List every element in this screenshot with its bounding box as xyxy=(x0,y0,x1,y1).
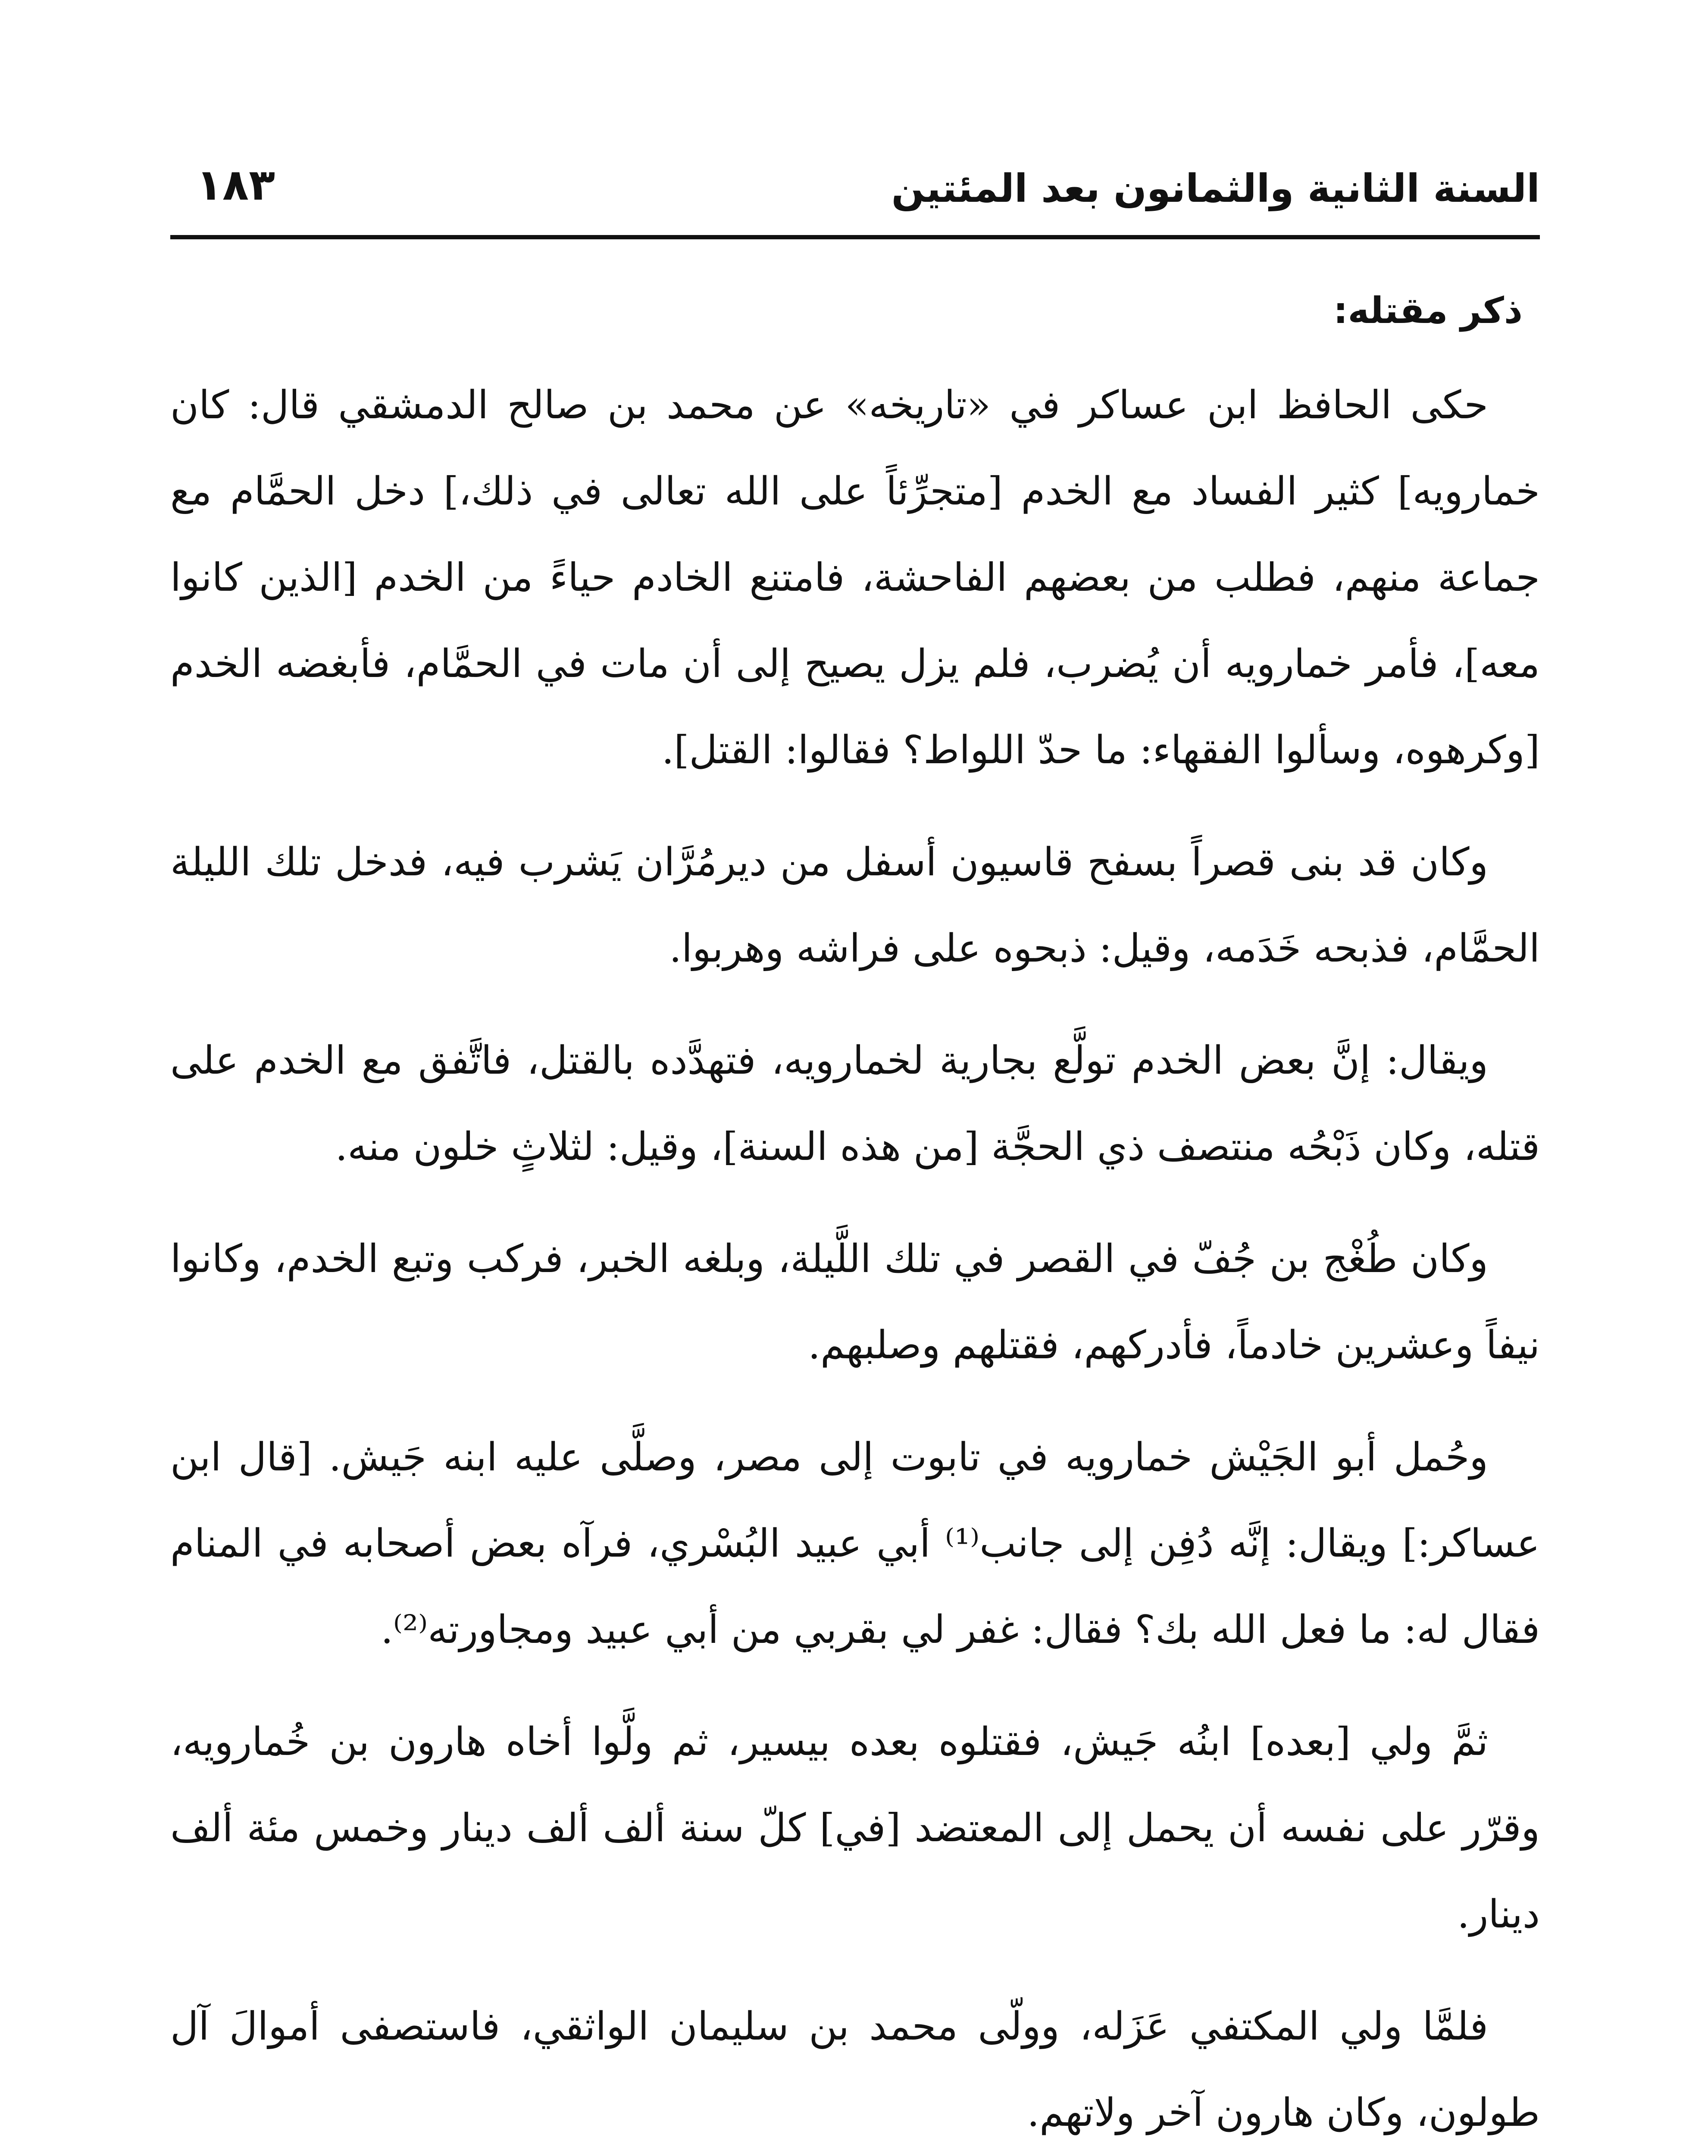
paragraph: ويقال: إنَّ بعض الخدم تولَّع بجارية لخمارويه، فتهدَّده بالقتل، فاتَّفق مع الخدم على قتله، وكان ذَبْحُه منتصف ذي الحجَّة [من هذه السنة]، وقيل: لثلاثٍ خلون منه. xyxy=(170,1038,1540,1169)
page-header xyxy=(170,149,1540,226)
paragraph: وكان طُغْج بن جُفّ في القصر في تلك اللَّيلة، وبلغه الخبر، فركب وتبع الخدم، وكانوا نيفاً وعشرين خادماً، فأدركهم، فقتلهم وصلبهم. xyxy=(170,1236,1540,1368)
main-text xyxy=(170,276,1540,2156)
running-title: السنة الثانية والثمانون بعد المئتين xyxy=(891,166,1540,211)
page-number: ١٨٣ xyxy=(196,160,275,210)
paragraph: ثمَّ ولي [بعده] ابنُه جَيش، فقتلوه بعده بيسير، ثم ولَّوا أخاه هارون بن خُمارويه، وقرّر على نفسه أن يحمل إلى المعتضد [في] كلّ سنة ألف ألف دينار وخمس مئة ألف دينار. xyxy=(170,1719,1540,1937)
header-rule xyxy=(170,235,1540,239)
paragraph: وحُمل أبو الجَيْش خمارويه في تابوت إلى مصر، وصلَّى عليه ابنه جَيش. [قال ابن عساكر:] ويقال: إنَّه دُفِن إلى جانب⁽¹⁾ أبي عبيد البُسْري، فرآه بعض أصحابه في المنام فقال له: ما فعل الله بك؟ فقال: غفر لي بقربي من أبي عبيد ومجاورته⁽²⁾. xyxy=(170,1435,1540,1652)
section-heading: ذكر مقتله: xyxy=(1333,289,1523,332)
paragraph: فلمَّا ولي المكتفي عَزَله، وولّى محمد بن سليمان الواثقي، فاستصفى أموالَ آل طولون، وكان هارون آخر ولاتهم. xyxy=(170,2004,1540,2135)
paragraph: حكى الحافظ ابن عساكر في «تاريخه» عن محمد بن صالح الدمشقي قال: كان خمارويه] كثير الفساد مع الخدم [متجرِّئاً على الله تعالى في ذلك،] دخل الحمَّام مع جماعة منهم، فطلب من بعضهم الفاحشة، فامتنع الخادم حياءً من الخدم [الذين كانوا معه]، فأمر خمارويه أن يُضرب، فلم يزل يصيح إلى أن مات في الحمَّام، فأبغضه الخدم [وكرهوه، وسألوا الفقهاء: ما حدّ اللواط؟ فقالوا: القتل]. xyxy=(170,382,1540,773)
paragraph: وكان قد بنى قصراً بسفح قاسيون أسفل من ديرمُرَّان يَشرب فيه، فدخل تلك الليلة الحمَّام، فذبحه خَدَمه، وقيل: ذبحوه على فراشه وهربوا. xyxy=(170,840,1540,971)
